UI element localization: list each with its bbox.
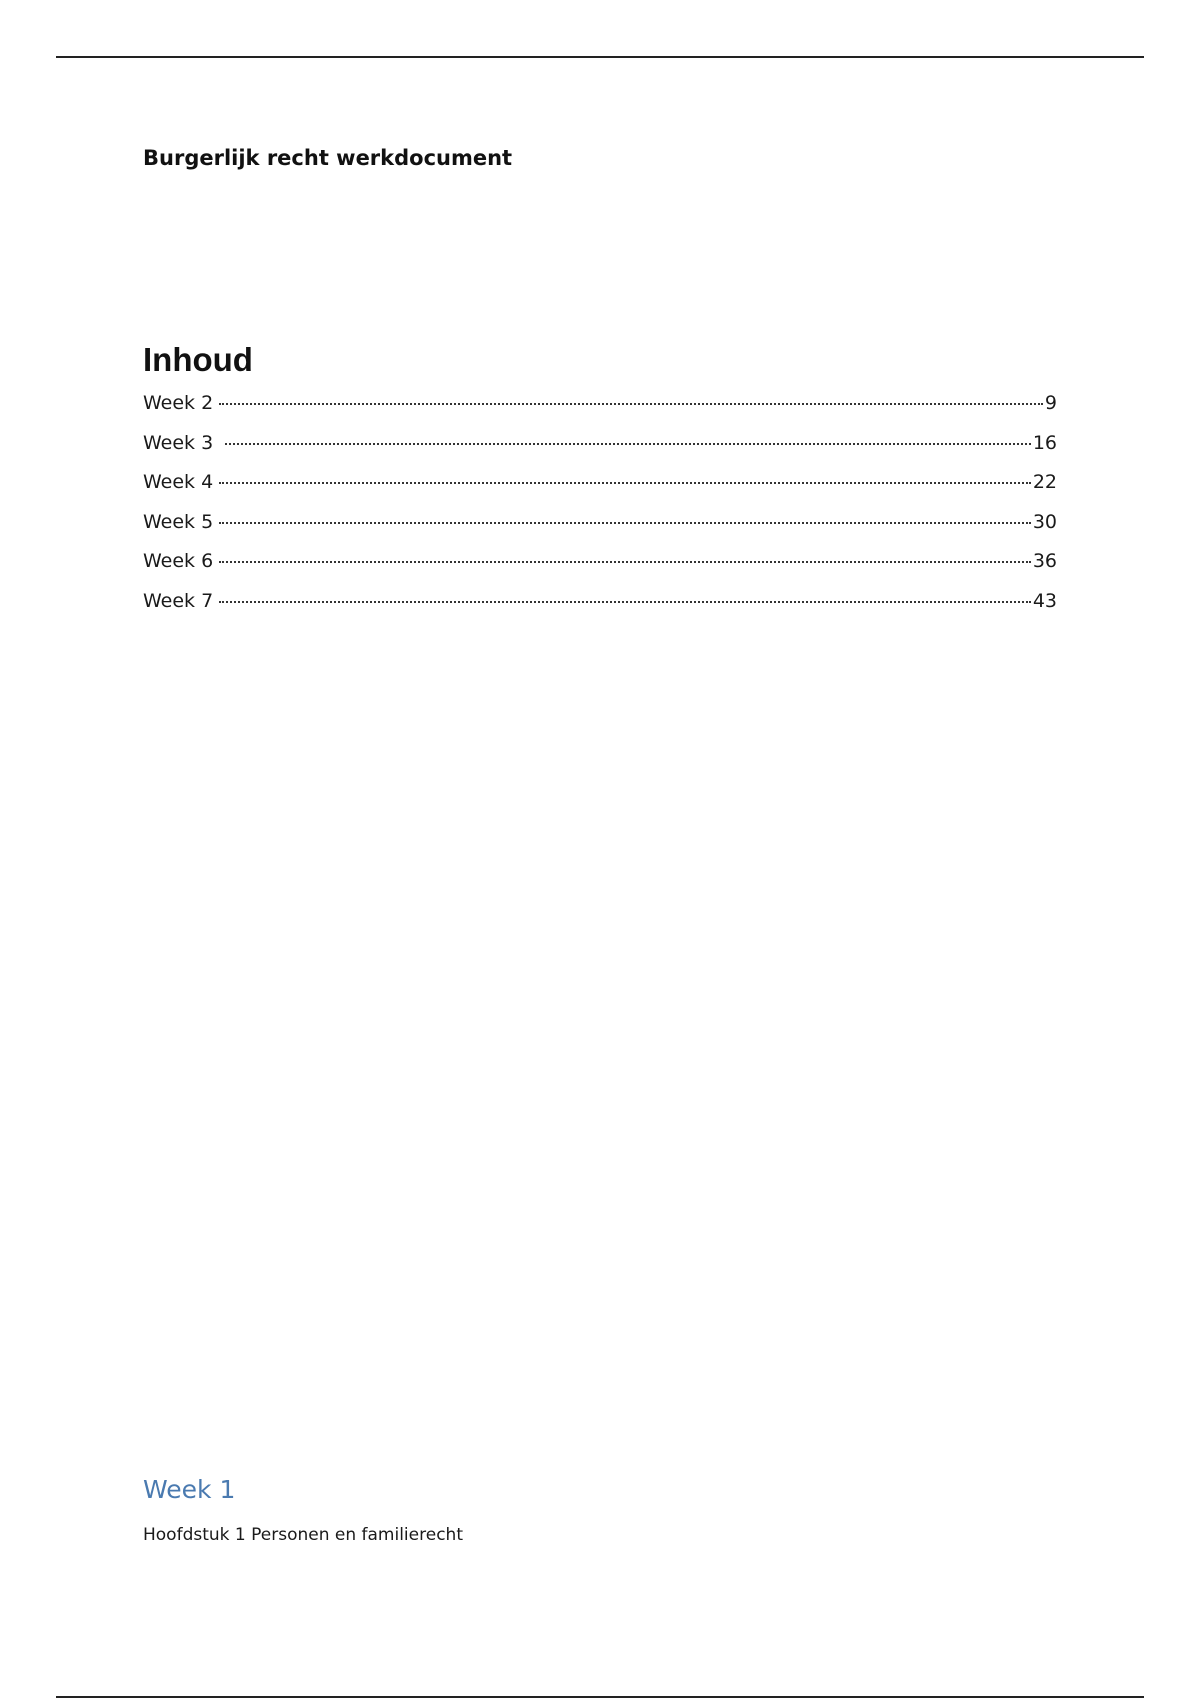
toc-entry-page-number: 9 [1044, 392, 1057, 414]
toc-entry-label: Week 2 [143, 392, 214, 414]
toc-dot-leader [219, 403, 1043, 405]
toc-dot-leader [219, 522, 1031, 524]
toc-entry-week-5[interactable] [143, 511, 1057, 551]
toc-entry-page-number: 43 [1032, 589, 1057, 612]
toc-entry-week-4[interactable] [143, 471, 1057, 511]
toc-entry-week-6[interactable] [143, 550, 1057, 590]
toc-dot-leader [219, 561, 1031, 563]
toc-entry-page-number: 22 [1032, 471, 1057, 493]
toc-entry-week-3[interactable] [143, 432, 1057, 472]
page-top-rule [56, 56, 1144, 58]
toc-entry-label: Week 6 [143, 550, 214, 572]
table-of-contents [143, 392, 1057, 629]
section-heading-week-1: Week 1 [143, 1475, 236, 1504]
toc-entry-label: Week 5 [143, 510, 214, 533]
toc-dot-leader [225, 443, 1031, 445]
toc-entry-page-number: 36 [1032, 550, 1057, 572]
toc-entry-label: Week 3 [143, 431, 220, 454]
toc-dot-leader [219, 601, 1031, 603]
toc-entry-week-2[interactable] [143, 392, 1057, 432]
toc-entry-week-7[interactable] [143, 590, 1057, 630]
toc-heading: Inhoud [143, 341, 253, 378]
page-bottom-rule [56, 1696, 1144, 1698]
document-title: Burgerlijk recht werkdocument [143, 146, 513, 170]
toc-dot-leader [219, 482, 1031, 484]
toc-entry-page-number: 30 [1032, 510, 1057, 533]
toc-entry-label: Week 7 [143, 589, 214, 612]
toc-entry-label: Week 4 [143, 471, 214, 493]
section-body-text: Hoofdstuk 1 Personen en familierecht [143, 1525, 463, 1545]
toc-entry-page-number: 16 [1032, 431, 1057, 454]
